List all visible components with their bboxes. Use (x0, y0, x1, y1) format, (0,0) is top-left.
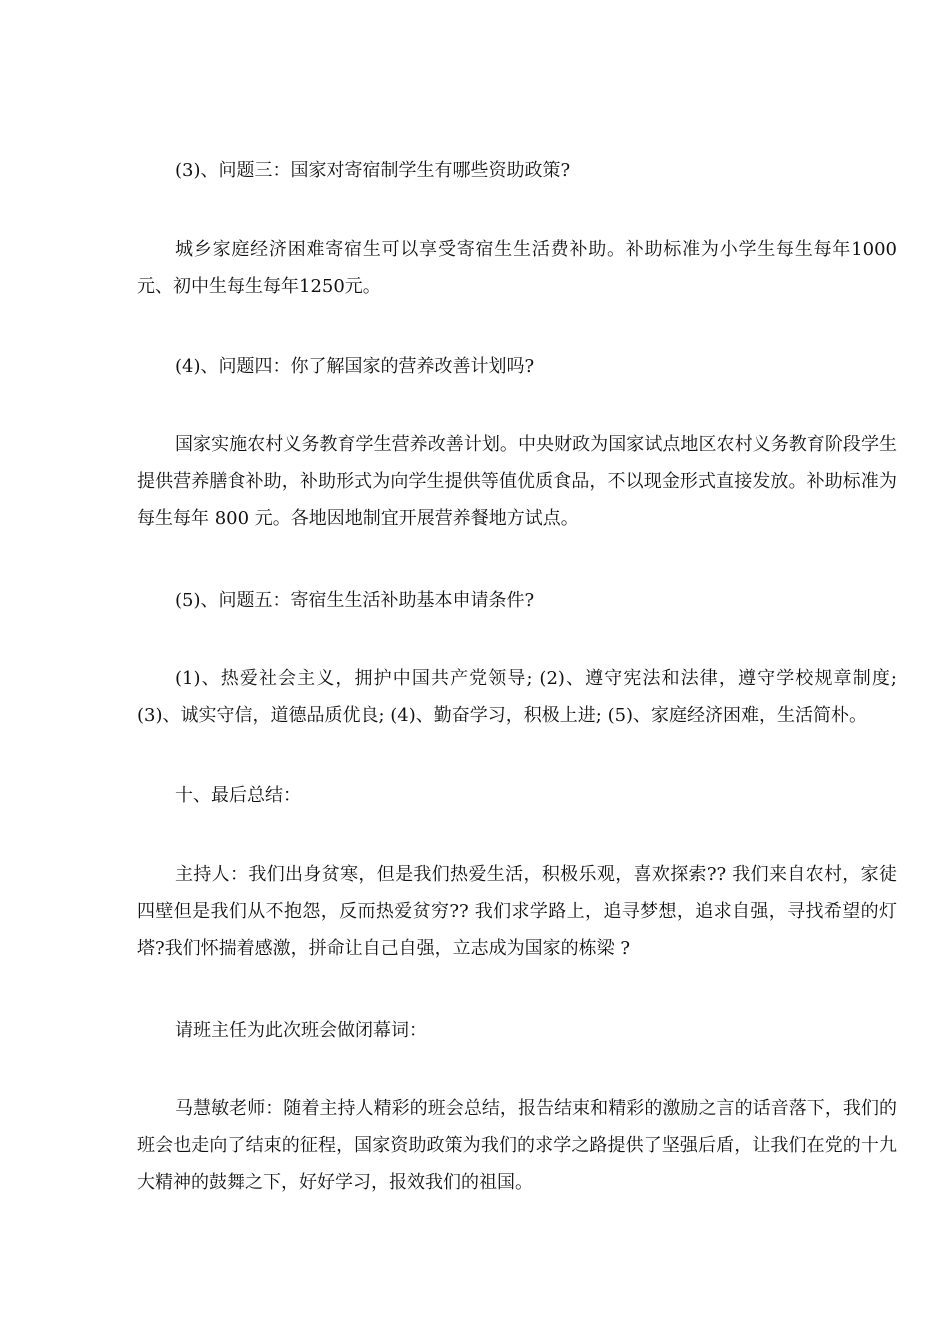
question-3: (3)、问题三：国家对寄宿制学生有哪些资助政策? (175, 160, 571, 181)
question-5: (5)、问题五：寄宿生生活补助基本申请条件? (175, 590, 535, 611)
answer-5: (1)、热爱社会主义，拥护中国共产党领导; (2)、遵守宪法和法律，遵守学校规章制度; (3)、诚实守信，道德品质优良; (4)、勤奋学习，积极上进; (5)、家庭经济困难，生活简朴。 (137, 668, 897, 726)
answer-4: 国家实施农村义务教育学生营养改善计划。中央财政为国家试点地区农村义务教育阶段学生提供营养膳食补助，补助形式为向学生提供等值优质食品，不以现金形式直接发放。补助标准为每生每年 800 元。各地因地制宜开展营养餐地方试点。 (137, 434, 897, 529)
section-summary-heading: 十、最后总结： (175, 785, 301, 806)
host-summary: 主持人：我们出身贫寒，但是我们热爱生活，积极乐观，喜欢探索?? 我们来自农村，家徒四壁但是我们从不抱怨，反而热爱贫穷?? 我们求学路上，追寻梦想，追求自强，寻找希望的灯塔?我们怀揣着感激，拼命让自己自强，立志成为国家的栋梁 ? (137, 864, 897, 959)
closing-request: 请班主任为此次班会做闭幕词： (175, 1020, 427, 1041)
question-4: (4)、问题四：你了解国家的营养改善计划吗? (175, 356, 535, 377)
teacher-closing-speech: 马慧敏老师：随着主持人精彩的班会总结，报告结束和精彩的激励之言的话音落下，我们的班会也走向了结束的征程，国家资助政策为我们的求学之路提供了坚强后盾，让我们在党的十九大精神的鼓舞之下，好好学习，报效我们的祖国。 (137, 1098, 897, 1193)
answer-3: 城乡家庭经济困难寄宿生可以享受寄宿生生活费补助。补助标准为小学生每生每年1000元、初中生每生每年1250元。 (137, 239, 897, 297)
